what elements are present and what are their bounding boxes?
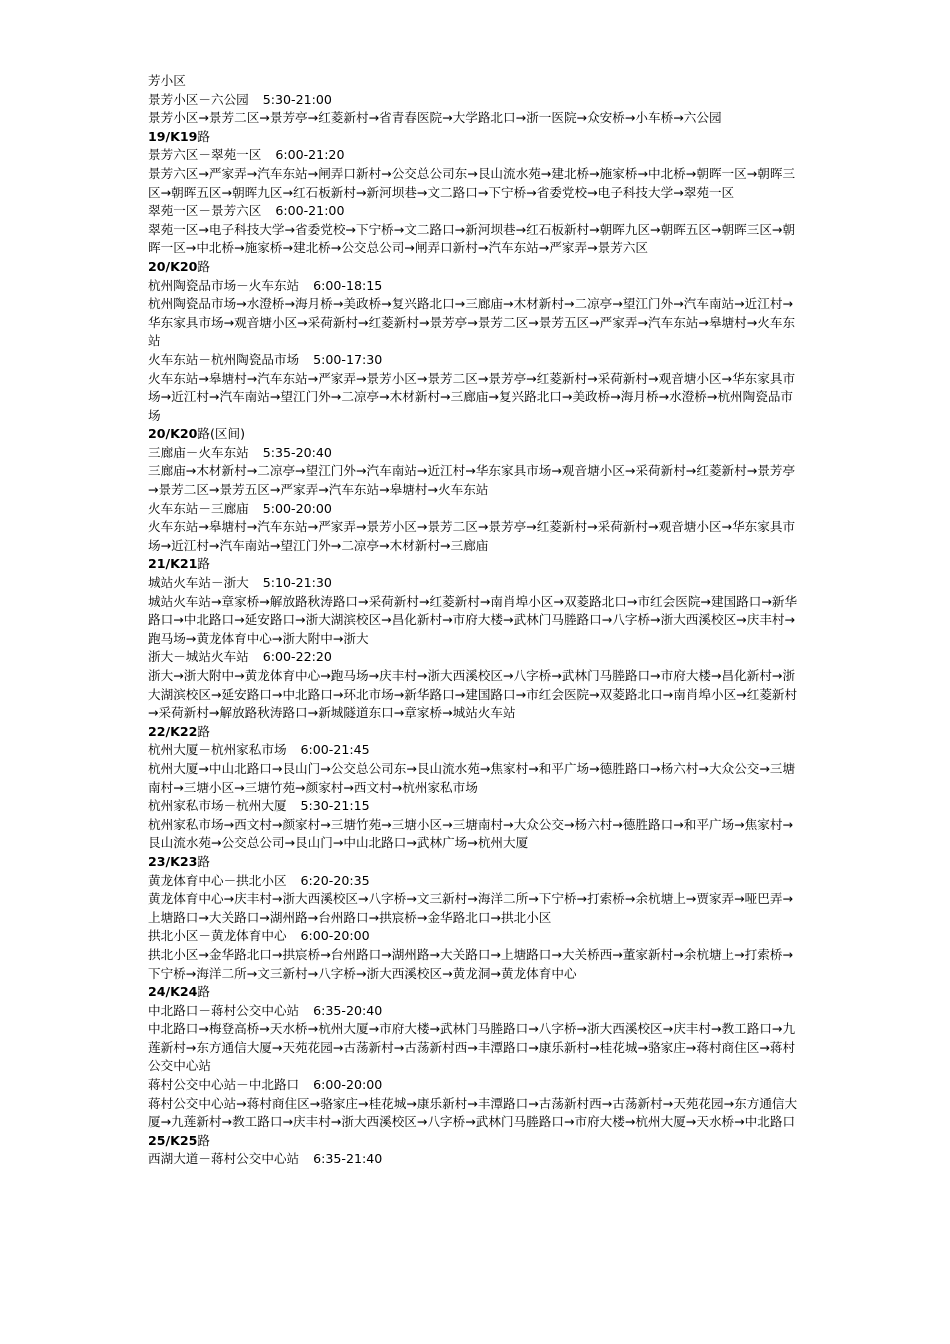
route-number: 23/K23: [148, 853, 198, 869]
route-suffix: 路: [197, 723, 211, 739]
route-direction: [148, 351, 800, 370]
stop-list: 景芳小区→景芳二区→景芳亭→红菱新村→省青春医院→大学路北口→浙一医院→众安桥→小车桥→六公园: [148, 110, 722, 126]
route-number: 20/K20: [148, 426, 198, 442]
direction-name: 杭州大厦－杭州家私市场: [148, 742, 287, 758]
direction-name: 城站火车站－浙大: [148, 575, 249, 591]
route-direction: [148, 648, 800, 667]
direction-name: 蒋村公交中心站－中北路口: [148, 1077, 300, 1093]
direction-name: 翠苑一区－景芳六区: [148, 203, 262, 219]
service-hours: 5:00-17:30: [313, 351, 383, 367]
route-heading: [148, 983, 800, 1002]
stop-list: 浙大→浙大附中→黄龙体育中心→跑马场→庆丰村→浙大西溪校区→八字桥→武林门马塍路口→市府大楼→昌化新村→浙大湖滨校区→延安路口→中北路口→环北市场→新华路口→建国路口→市红会医院→双菱路北口→南肖埠小区→红菱新村→采荷新村→解放路秋涛路口→新城隧道东口→章家桥→城站火车站: [148, 668, 798, 721]
stop-list: 中北路口→梅登高桥→天水桥→杭州大厦→市府大楼→武林门马塍路口→八字桥→浙大西溪校区→庆丰村→教工路口→九莲新村→东方通信大厦→天苑花园→古荡新村→古荡新村西→丰潭路口→康乐新村→桂花城→骆家庄→蒋村商住区→蒋村公交中心站: [148, 1021, 796, 1074]
direction-name: 黄龙体育中心－拱北小区: [148, 872, 287, 888]
route-number: 25/K25: [148, 1132, 198, 1148]
route-direction: [148, 444, 800, 463]
stop-list: 杭州陶瓷品市场→水澄桥→海月桥→美政桥→复兴路北口→三廊庙→木材新村→二凉亭→望江门外→汽车南站→近江村→华东家具市场→观音塘小区→采荷新村→红菱新村→景芳亭→景芳二区→景芳五区→严家弄→汽车东站→皋塘村→火车东站: [148, 296, 796, 349]
route-number: 20/K20: [148, 258, 198, 274]
service-hours: 6:00-21:45: [300, 742, 370, 758]
route-direction: [148, 91, 800, 110]
route-direction: [148, 872, 800, 891]
route-suffix: 路(区间): [197, 426, 246, 442]
route-heading: [148, 723, 800, 742]
service-hours: 6:20-20:35: [300, 872, 370, 888]
route-number: 22/K22: [148, 723, 198, 739]
service-hours: 5:10-21:30: [262, 575, 332, 591]
route-heading: [148, 555, 800, 574]
route-direction: [148, 1076, 800, 1095]
stop-list: 拱北小区→金华路北口→拱宸桥→台州路口→湖州路→大关路口→上塘路口→大关桥西→董家新村→余杭塘上→打索桥→下宁桥→海洋二所→文三新村→八字桥→浙大西溪校区→黄龙洞→黄龙体育中心: [148, 946, 794, 981]
direction-name: 火车东站－杭州陶瓷品市场: [148, 351, 300, 367]
service-hours: 6:00-21:00: [275, 203, 345, 219]
direction-name: 杭州家私市场－杭州大厦: [148, 798, 287, 814]
service-hours: 5:30-21:00: [262, 91, 332, 107]
direction-name: 杭州陶瓷品市场－火车东站: [148, 277, 300, 293]
route-suffix: 路: [197, 128, 211, 144]
route-number: 24/K24: [148, 984, 198, 1000]
route-direction: [148, 1002, 800, 1021]
service-hours: 6:35-21:40: [313, 1151, 383, 1167]
route-heading: [148, 128, 800, 147]
direction-name: 浙大－城站火车站: [148, 649, 249, 665]
stop-list: 芳小区: [148, 73, 186, 88]
stop-list: 景芳六区→严家弄→汽车东站→闸弄口新村→公交总公司东→艮山流水苑→建北桥→施家桥→中北桥→朝晖一区→朝晖三区→朝晖五区→朝晖九区→红石板新村→新河坝巷→文二路口→下宁桥→省委党校→电子科技大学→翠苑一区: [148, 165, 796, 200]
service-hours: 5:35-20:40: [262, 444, 332, 460]
route-suffix: 路: [197, 853, 211, 869]
route-number: 21/K21: [148, 556, 198, 572]
direction-name: 景芳小区－六公园: [148, 91, 249, 107]
service-hours: 5:00-20:00: [262, 500, 332, 516]
route-document: [148, 72, 800, 1169]
route-suffix: 路: [197, 984, 211, 1000]
service-hours: 6:00-22:20: [262, 649, 332, 665]
route-suffix: 路: [197, 556, 211, 572]
route-direction: [148, 927, 800, 946]
route-direction: [148, 574, 800, 593]
route-direction: [148, 797, 800, 816]
route-direction: [148, 741, 800, 760]
stop-list: 杭州家私市场→西文村→颜家村→三塘竹苑→三塘小区→三塘南村→大众公交→杨六村→德胜路口→和平广场→焦家村→艮山流水苑→公交总公司→艮山门→中山北路口→武林广场→杭州大厦: [148, 816, 794, 851]
direction-name: 拱北小区－黄龙体育中心: [148, 928, 287, 944]
stop-list: 黄龙体育中心→庆丰村→浙大西溪校区→八字桥→文三新村→海洋二所→下宁桥→打索桥→余杭塘上→贾家弄→哑巴弄→上塘路口→大关路口→湖州路→台州路口→拱宸桥→金华路北口→拱北小区: [148, 891, 794, 925]
route-heading: [148, 258, 800, 277]
route-direction: [148, 1150, 800, 1169]
route-heading: [148, 1132, 800, 1151]
route-direction: [148, 202, 800, 221]
route-number: 19/K19: [148, 128, 198, 144]
route-direction: [148, 500, 800, 519]
stop-list: 蒋村公交中心站→蒋村商住区→骆家庄→桂花城→康乐新村→丰潭路口→古荡新村西→古荡新村→天苑花园→东方通信大厦→九莲新村→教工路口→庆丰村→浙大西溪校区→八字桥→武林门马塍路口→市府大楼→杭州大厦→天水桥→中北路口: [148, 1095, 798, 1130]
service-hours: 6:00-18:15: [313, 277, 383, 293]
stop-list: 火车东站→皋塘村→汽车东站→严家弄→景芳小区→景芳二区→景芳亭→红菱新村→采荷新村→观音塘小区→华东家具市场→近江村→汽车南站→望江门外→二凉亭→木材新村→三廊庙→复兴路北口→美政桥→海月桥→水澄桥→杭州陶瓷品市场: [148, 370, 796, 423]
stop-list: 三廊庙→木材新村→二凉亭→望江门外→汽车南站→近江村→华东家具市场→观音塘小区→采荷新村→红菱新村→景芳亭→景芳二区→景芳五区→严家弄→汽车东站→皋塘村→火车东站: [148, 463, 796, 498]
route-suffix: 路: [197, 258, 211, 274]
route-suffix: 路: [197, 1132, 211, 1148]
direction-name: 火车东站－三廊庙: [148, 500, 249, 516]
stop-list: 翠苑一区→电子科技大学→省委党校→下宁桥→文二路口→新河坝巷→红石板新村→朝晖九区→朝晖五区→朝晖三区→朝晖一区→中北桥→施家桥→建北桥→公交总公司→闸弄口新村→汽车东站→严家弄→景芳六区: [148, 221, 796, 256]
direction-name: 中北路口－蒋村公交中心站: [148, 1002, 300, 1018]
route-direction: [148, 146, 800, 165]
service-hours: 6:00-20:00: [313, 1077, 383, 1093]
route-heading: [148, 425, 800, 444]
direction-name: 三廊庙－火车东站: [148, 444, 249, 460]
direction-name: 西湖大道－蒋村公交中心站: [148, 1151, 300, 1167]
service-hours: 6:35-20:40: [313, 1002, 383, 1018]
direction-name: 景芳六区－翠苑一区: [148, 147, 262, 163]
stop-list: 火车东站→皋塘村→汽车东站→严家弄→景芳小区→景芳二区→景芳亭→红菱新村→采荷新村→观音塘小区→华东家具市场→近江村→汽车南站→望江门外→二凉亭→木材新村→三廊庙: [148, 519, 796, 553]
service-hours: 5:30-21:15: [300, 798, 370, 814]
service-hours: 6:00-20:00: [300, 928, 370, 944]
stop-list: 城站火车站→章家桥→解放路秋涛路口→采荷新村→红菱新村→南肖埠小区→双菱路北口→市红会医院→建国路口→新华路口→中北路口→延安路口→浙大湖滨校区→昌化新村→市府大楼→武林门马塍路口→八字桥→浙大西溪校区→庆丰村→跑马场→黄龙体育中心→浙大附中→浙大: [148, 593, 798, 646]
route-heading: [148, 853, 800, 872]
service-hours: 6:00-21:20: [275, 147, 345, 163]
route-direction: [148, 277, 800, 296]
stop-list: 杭州大厦→中山北路口→艮山门→公交总公司东→艮山流水苑→焦家村→和平广场→德胜路口→杨六村→大众公交→三塘南村→三塘小区→三塘竹苑→颜家村→西文村→杭州家私市场: [148, 760, 796, 795]
